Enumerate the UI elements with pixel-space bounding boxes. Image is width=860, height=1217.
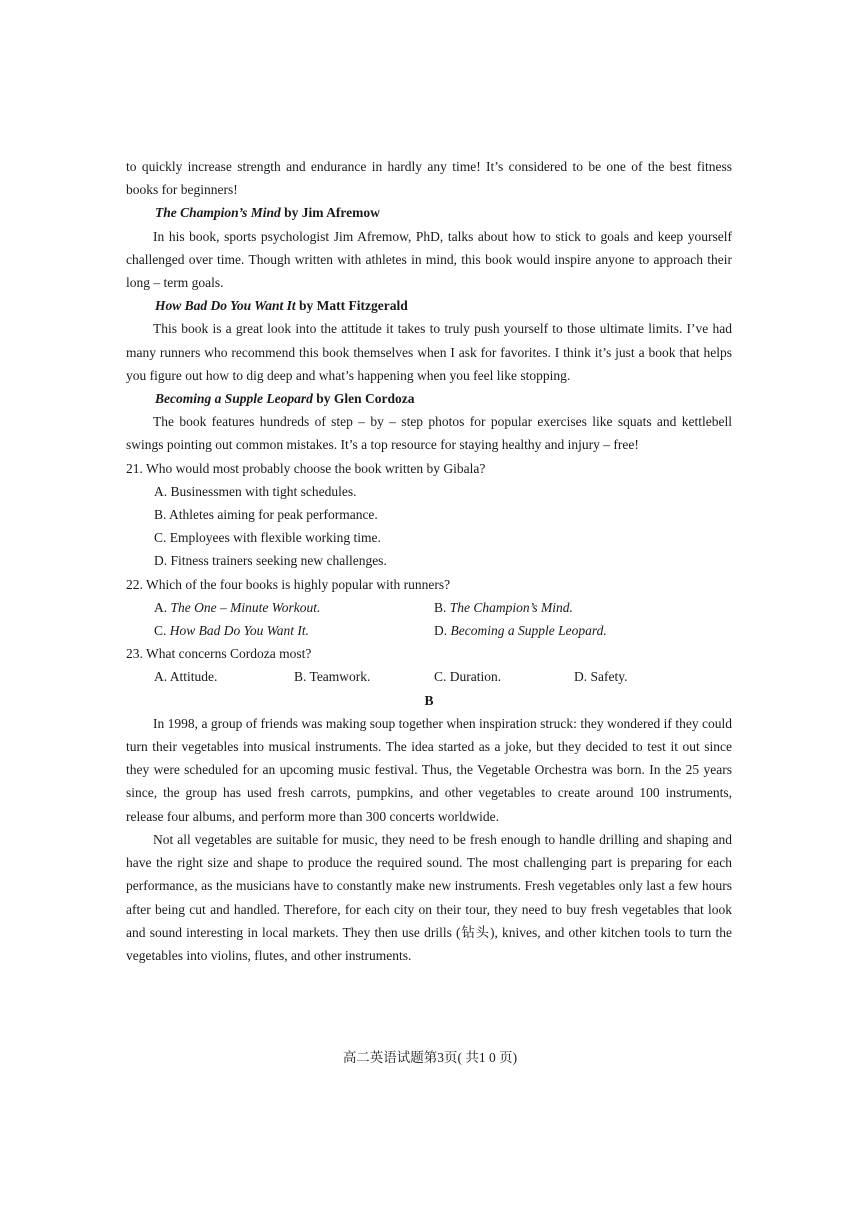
section-b-paragraph-2: Not all vegetables are suitable for music, they need to be fresh enough to handle drilling and shaping and have the right size and shape to produce the required sound. The most challenging part is preparing for each performance, as the musicians have to constantly make new instruments. Fresh vegetables only last a few hours after being cut and handled. Therefore, for each city on their tour, they need to buy fresh vegetables that look and sound interesting in local markets. They then use drills (钻头), knives, and other kitchen tools to turn the vegetables into violins, flutes, and other instruments. <box>126 831 732 963</box>
question-23-option-d: D. Safety. <box>574 669 628 685</box>
page-content <box>126 155 732 967</box>
question-22-options-row-2 <box>126 619 732 642</box>
book-title: The Champion’s Mind <box>155 205 281 221</box>
section-b-paragraph-1: In 1998, a group of friends was making soup together when inspiration struck: they wondered if they could turn their vegetables into musical instruments. The idea started as a joke, but they decided to test it out since they were scheduled for an upcoming music festival. Thus, the Vegetable Orchestra was born. In the 25 years since, the group has used fresh carrots, pumpkins, and other vegetables to create around 100 instruments, release four albums, and perform more than 300 concerts worldwide. <box>126 715 732 824</box>
book-description-how-bad: This book is a great look into the attitude it takes to truly push yourself to those ultimate limits. I’ve had many runners who recommend this book themselves when I ask for favorites. I think it’s just a book that helps you figure out how to dig deep and what’s happening when you feel like stopping. <box>126 321 732 383</box>
question-23-stem: 23. What concerns Cordoza most? <box>126 646 312 662</box>
book-heading-champions-mind <box>126 201 732 224</box>
question-21-option-b: B. Athletes aiming for peak performance. <box>154 507 378 523</box>
question-21-stem: 21. Who would most probably choose the book written by Gibala? <box>126 460 486 476</box>
option-letter: B. <box>434 599 447 615</box>
section-b-heading: B <box>424 692 434 708</box>
book-heading-how-bad <box>126 294 732 317</box>
option-letter: C. <box>154 623 167 639</box>
question-22-stem: 22. Which of the four books is highly popular with runners? <box>126 576 451 592</box>
question-21-option-a: A. Businessmen with tight schedules. <box>154 483 357 499</box>
book-title: Becoming a Supple Leopard <box>155 391 313 407</box>
book-author: by Jim Afremow <box>284 205 380 221</box>
intro-continued-paragraph: to quickly increase strength and endurance in hardly any time! It’s considered to be one of the best fitness books for beginners! <box>126 159 732 198</box>
page-footer: 高二英语试题第3页( 共1 0 页) <box>342 1050 518 1065</box>
book-heading-supple-leopard <box>126 387 732 410</box>
option-text: How Bad Do You Want It. <box>169 623 310 639</box>
question-23-options-row <box>126 665 732 688</box>
option-text: Becoming a Supple Leopard. <box>450 623 607 639</box>
question-22-option-d <box>434 619 714 642</box>
book-author: by Glen Cordoza <box>316 391 415 407</box>
question-23-option-a: A. Attitude. <box>154 669 218 685</box>
book-description-supple-leopard: The book features hundreds of step – by – step photos for popular exercises like squats and kettlebell swings pointing out common mistakes. It’s a top resource for staying healthy and injury – free! <box>126 414 732 453</box>
option-text: The One – Minute Workout. <box>170 599 321 615</box>
book-title: How Bad Do You Want It <box>155 298 296 314</box>
book-description-champions-mind: In his book, sports psychologist Jim Afremow, PhD, talks about how to stick to goals and keep yourself challenged over time. Though written with athletes in mind, this book would inspire anyone to approach their long – term goals. <box>126 228 732 291</box>
question-23-option-b: B. Teamwork. <box>294 669 371 685</box>
question-22-options-row-1 <box>126 596 732 619</box>
question-21-option-c: C. Employees with flexible working time. <box>154 530 381 546</box>
option-text: The Champion’s Mind. <box>449 599 573 615</box>
question-22-option-c <box>154 619 434 642</box>
option-letter: A. <box>154 599 168 615</box>
question-22-option-a <box>154 596 434 619</box>
book-author: by Matt Fitzgerald <box>299 298 408 314</box>
question-22-option-b <box>434 596 714 619</box>
question-21-option-d: D. Fitness trainers seeking new challenges. <box>154 553 387 569</box>
option-letter: D. <box>434 623 448 639</box>
question-23-option-c: C. Duration. <box>434 669 502 685</box>
